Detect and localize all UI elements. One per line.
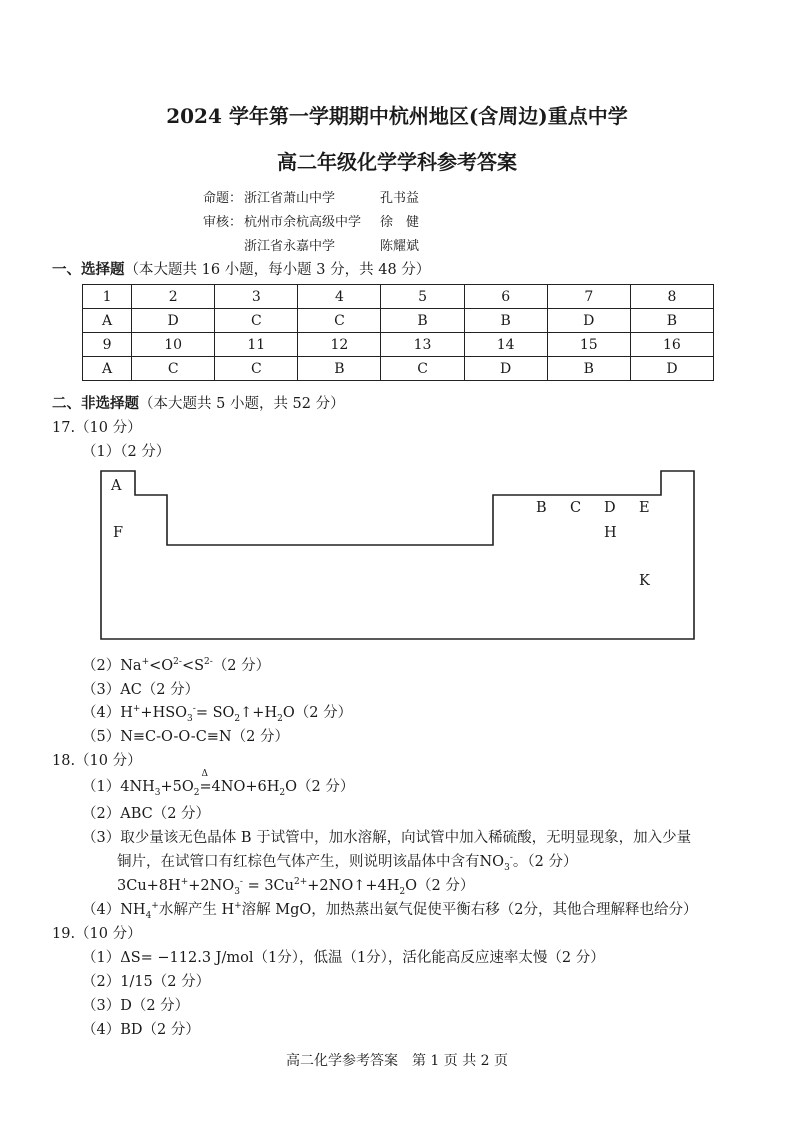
table-cell: 5 bbox=[381, 285, 464, 309]
superscript: - bbox=[192, 704, 196, 715]
table-cell: D bbox=[464, 357, 547, 381]
subscript: 2 bbox=[193, 787, 200, 798]
table-cell: 14 bbox=[464, 333, 547, 357]
text-span: O（2 分） bbox=[405, 878, 475, 894]
section1-title bbox=[52, 258, 430, 279]
table-row bbox=[83, 333, 714, 357]
section2-note: （本大题共 5 小题，共 52 分） bbox=[139, 396, 345, 412]
text-span: O（2 分） bbox=[282, 705, 353, 721]
table-cell: A bbox=[83, 357, 132, 381]
element-A: A bbox=[111, 478, 122, 494]
table-cell: 6 bbox=[464, 285, 547, 309]
q18-part3-line1: （3）取少量该无色晶体 B 于试管中，加水溶解，向试管中加入稀硫酸，无明显现象，加入少量 bbox=[82, 830, 692, 846]
answer-table bbox=[82, 284, 714, 381]
text-span: <O bbox=[149, 658, 174, 674]
table-cell: 16 bbox=[630, 333, 713, 357]
periodic-table-svg bbox=[100, 470, 696, 642]
element-C: C bbox=[570, 500, 582, 516]
text-span: +2NO bbox=[188, 878, 235, 894]
text-span: 3Cu+8H bbox=[117, 878, 181, 894]
table-cell: C bbox=[381, 357, 464, 381]
page-subtitle: 高二年级化学学科参考答案 bbox=[277, 150, 517, 174]
author-role: 命题： bbox=[203, 191, 243, 206]
table-cell: 1 bbox=[83, 285, 132, 309]
author-school: 浙江省萧山中学 bbox=[244, 191, 336, 206]
author-school: 杭州市余杭高级中学 bbox=[244, 215, 362, 230]
q17-part1: （1）（2 分） bbox=[82, 444, 171, 460]
table-cell: 3 bbox=[215, 285, 298, 309]
author-school: 浙江省永嘉中学 bbox=[244, 239, 336, 254]
author-name: 徐 健 bbox=[380, 215, 420, 230]
q17-part3: （3）AC（2 分） bbox=[82, 682, 200, 698]
text-span: = 3Cu bbox=[242, 878, 294, 894]
author-role: 审核： bbox=[203, 215, 243, 230]
q17-part4 bbox=[82, 701, 352, 724]
table-row bbox=[83, 357, 714, 381]
text-span: 水解产生 H bbox=[158, 902, 235, 918]
element-H: H bbox=[604, 525, 617, 541]
q18-part3-line2 bbox=[117, 850, 577, 873]
q19-part3: （3）D（2 分） bbox=[82, 998, 190, 1014]
table-cell: 8 bbox=[630, 285, 713, 309]
superscript: - bbox=[509, 853, 513, 864]
q18-part1 bbox=[82, 769, 355, 798]
element-E: E bbox=[639, 500, 650, 516]
q18-part4 bbox=[82, 898, 698, 921]
text-span: （4）H bbox=[82, 705, 133, 721]
section1-heading: 一、选择题 bbox=[52, 261, 125, 278]
table-cell: C bbox=[298, 309, 381, 333]
author-name: 孔书益 bbox=[380, 191, 420, 206]
table-cell: B bbox=[381, 309, 464, 333]
q19-header: 19.（10 分） bbox=[52, 926, 142, 942]
text-span: 溶解 MgO，加热蒸出氨气促使平衡右移（2分，其他合理解释也给分） bbox=[241, 902, 698, 918]
q18-part3-line3 bbox=[117, 874, 474, 897]
superscript: + bbox=[180, 877, 189, 888]
table-row bbox=[83, 285, 714, 309]
element-B: B bbox=[536, 500, 547, 516]
superscript: + bbox=[141, 657, 150, 668]
table-cell: 13 bbox=[381, 333, 464, 357]
superscript: - bbox=[239, 877, 243, 888]
superscript: 2+ bbox=[294, 877, 308, 888]
delta-label: Δ bbox=[201, 769, 209, 779]
superscript: 2- bbox=[204, 657, 213, 668]
table-cell: 11 bbox=[215, 333, 298, 357]
q18-part2: （2）ABC（2 分） bbox=[82, 806, 211, 822]
section1-note: （本大题共 16 小题，每小题 3 分，共 48 分） bbox=[124, 262, 431, 278]
subscript: 2 bbox=[279, 787, 286, 798]
subscript: 3 bbox=[504, 862, 510, 873]
q19-part1: （1）ΔS= −112.3 J/mol（1分），低温（1分），活化能高反应速率太慢（2 分） bbox=[82, 950, 605, 966]
table-row bbox=[83, 309, 714, 333]
table-cell: 9 bbox=[83, 333, 132, 357]
text-span: <S bbox=[181, 658, 205, 674]
table-cell: D bbox=[132, 309, 215, 333]
q17-part2 bbox=[82, 654, 270, 675]
subscript: 3 bbox=[234, 886, 240, 897]
q19-part4: （4）BD（2 分） bbox=[82, 1022, 200, 1038]
table-cell: C bbox=[215, 357, 298, 381]
author-name: 陈耀斌 bbox=[380, 239, 420, 254]
page-footer: 高二化学参考答案 第 1 页 共 2 页 bbox=[285, 1053, 509, 1069]
section2-title bbox=[52, 392, 345, 413]
table-cell: A bbox=[83, 309, 132, 333]
text-span: ↑+H bbox=[240, 705, 278, 721]
table-cell: D bbox=[547, 309, 630, 333]
text-span: 4NO+6H bbox=[211, 779, 280, 795]
table-cell: B bbox=[298, 357, 381, 381]
table-cell: 7 bbox=[547, 285, 630, 309]
table-cell: D bbox=[630, 357, 713, 381]
text-span: O（2 分） bbox=[285, 779, 355, 795]
text-span: +5O bbox=[160, 779, 194, 795]
table-cell: B bbox=[464, 309, 547, 333]
table-cell: 2 bbox=[132, 285, 215, 309]
superscript: + bbox=[132, 704, 141, 715]
element-D: D bbox=[604, 500, 616, 516]
superscript: 2- bbox=[173, 657, 182, 668]
text-span: 铜片，在试管口有红棕色气体产生，则说明该晶体中含有NO bbox=[117, 854, 505, 870]
superscript: + bbox=[151, 901, 159, 912]
page-title: 2024 学年第一学期期中杭州地区(含周边)重点中学 bbox=[166, 104, 628, 128]
element-F: F bbox=[113, 525, 124, 541]
text-span: （2 分） bbox=[212, 658, 271, 674]
subscript: 3 bbox=[187, 713, 193, 724]
text-span: （2）Na bbox=[82, 658, 142, 674]
table-cell: 10 bbox=[132, 333, 215, 357]
table-cell: B bbox=[547, 357, 630, 381]
table-cell: B bbox=[630, 309, 713, 333]
subscript: 2 bbox=[234, 713, 241, 724]
text-span: +2NO↑+4H bbox=[307, 878, 400, 894]
subscript: 3 bbox=[154, 787, 161, 798]
section2-heading: 二、非选择题 bbox=[52, 395, 139, 412]
subscript: 2 bbox=[277, 713, 283, 724]
table-cell: 12 bbox=[298, 333, 381, 357]
text-span: = SO bbox=[195, 705, 235, 721]
superscript: + bbox=[234, 901, 242, 912]
q17-header: 17.（10 分） bbox=[52, 420, 142, 436]
q18-header: 18.（10 分） bbox=[52, 753, 142, 769]
heat-arrow: Δ = bbox=[199, 769, 212, 795]
text-span: （4）NH bbox=[82, 902, 146, 918]
table-cell: C bbox=[215, 309, 298, 333]
text-span: （1）4NH bbox=[82, 779, 155, 795]
table-cell: C bbox=[132, 357, 215, 381]
element-K: K bbox=[639, 573, 650, 589]
subscript: 4 bbox=[145, 910, 152, 921]
text-span: 。（2 分） bbox=[512, 854, 578, 870]
periodic-table-outline bbox=[100, 470, 696, 646]
text-span: +HSO bbox=[140, 705, 188, 721]
q19-part2: （2）1/15（2 分） bbox=[82, 974, 211, 990]
table-cell: 15 bbox=[547, 333, 630, 357]
q17-part5: （5）N≡C-O-O-C≡N（2 分） bbox=[82, 729, 289, 745]
subscript: 2 bbox=[399, 886, 406, 897]
table-cell: 4 bbox=[298, 285, 381, 309]
